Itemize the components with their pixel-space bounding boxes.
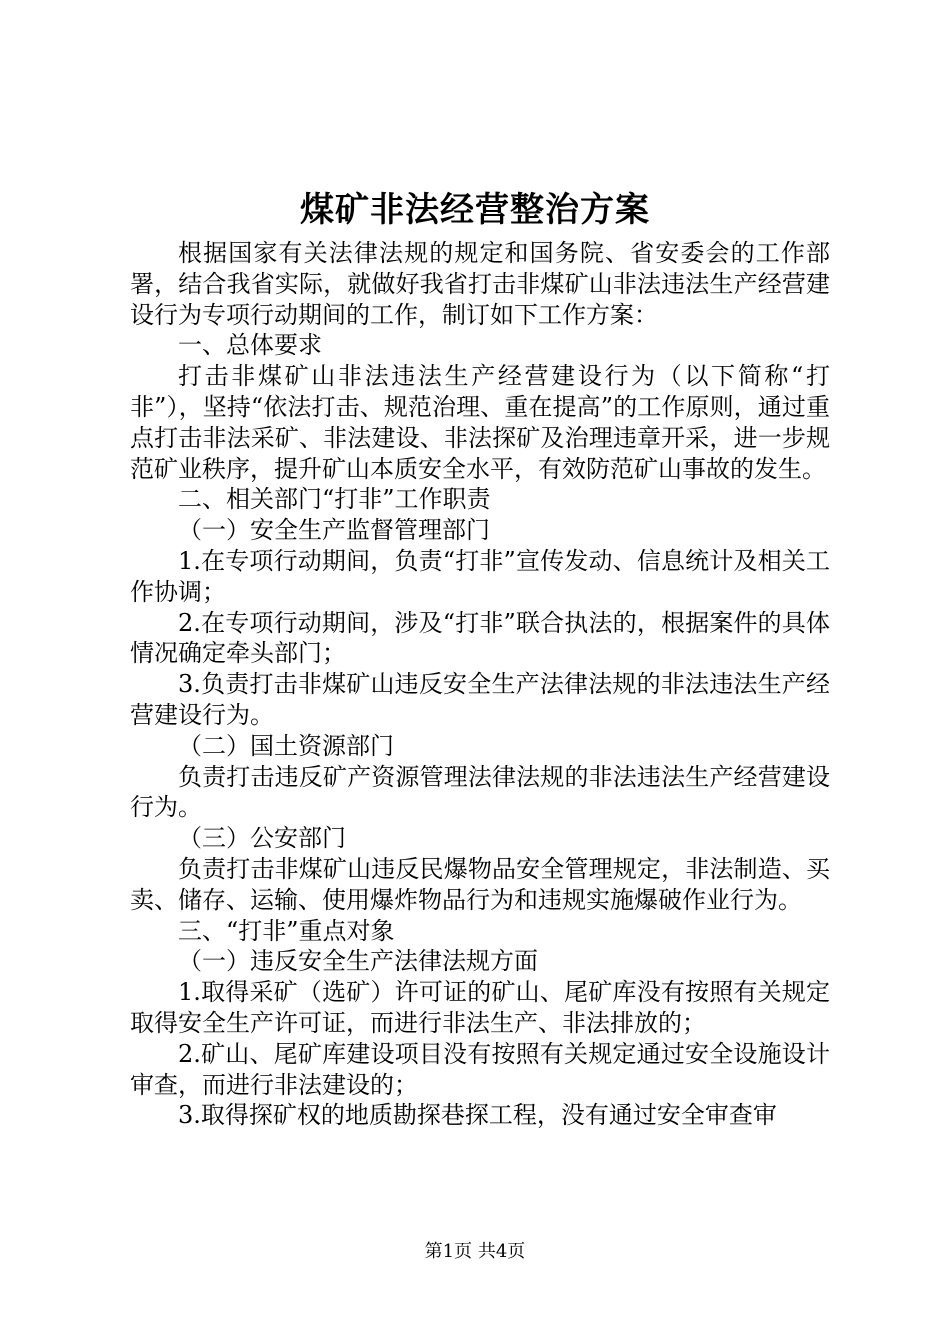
list-item: 2.矿山、尾矿库建设项目没有按照有关规定通过安全设施设计审查，而进行非法建设的； <box>130 1039 830 1099</box>
document-body <box>130 238 830 1131</box>
paragraph: 打击非煤矿山非法违法生产经营建设行为（以下简称“打非”），坚持“依法打击、规范治理、重在提高”的工作原则，通过重点打击非法采矿、非法建设、非法探矿及治理违章开采，进一步规范矿业秩序，提升矿山本质安全水平，有效防范矿山事故的发生。 <box>130 362 830 483</box>
section-heading: 三、“打非”重点对象 <box>178 916 395 945</box>
paragraph: 根据国家有关法律法规的规定和国务院、省安委会的工作部署，结合我省实际，就做好我省打击非煤矿山非法违法生产经营建设行为专项行动期间的工作，制订如下工作方案： <box>130 239 830 329</box>
subsection-heading: （二）国土资源部门 <box>178 731 394 760</box>
document-title: 煤矿非法经营整治方案 <box>300 190 650 230</box>
paragraph: 负责打击违反矿产资源管理法律法规的非法违法生产经营建设行为。 <box>130 762 830 822</box>
subsection-heading: （一）安全生产监督管理部门 <box>178 516 490 545</box>
list-item: 3.负责打击非煤矿山违反安全生产法律法规的非法违法生产经营建设行为。 <box>130 670 830 729</box>
list-item: 1.取得采矿（选矿）许可证的矿山、尾矿库没有按照有关规定取得安全生产许可证，而进行非法生产、非法排放的； <box>130 978 830 1037</box>
subsection-heading: （三）公安部门 <box>178 824 346 853</box>
section-heading: 一、总体要求 <box>178 331 322 360</box>
page-footer: 第1页 共4页 <box>424 1241 526 1262</box>
list-item: 1.在专项行动期间，负责“打非”宣传发动、信息统计及相关工作协调； <box>130 546 830 606</box>
section-heading: 二、相关部门“打非”工作职责 <box>178 485 491 514</box>
list-item: 3.取得探矿权的地质勘探巷探工程，没有通过安全审查审 <box>178 1101 777 1130</box>
subsection-heading: （一）违反安全生产法律法规方面 <box>178 947 538 976</box>
list-item: 2.在专项行动期间，涉及“打非”联合执法的，根据案件的具体情况确定牵头部门； <box>130 608 830 668</box>
paragraph: 负责打击非煤矿山违反民爆物品安全管理规定，非法制造、买卖、储存、运输、使用爆炸物品行为和违规实施爆破作业行为。 <box>130 854 830 914</box>
